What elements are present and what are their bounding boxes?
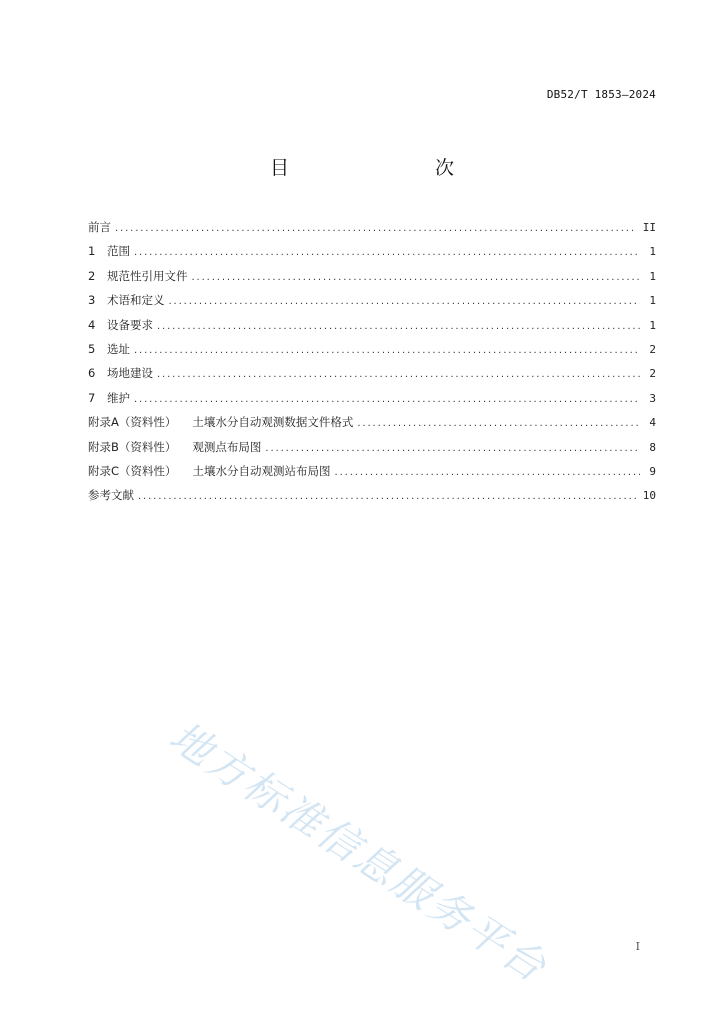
toc-entry-number: 7: [88, 390, 96, 405]
watermark: 地方标准信息服务平台: [161, 712, 557, 993]
toc-entry-label: 维护: [107, 390, 130, 405]
toc-entry-bibliography[interactable]: [88, 487, 656, 511]
toc-dot-leader: [157, 367, 640, 383]
toc-entry-label: 规范性引用文件: [107, 268, 188, 283]
toc-entry-appendix-prefix: 附录B（资料性）: [88, 439, 177, 454]
table-of-contents: [88, 219, 656, 512]
toc-entry-page: 2: [649, 342, 656, 356]
toc-entry-maintenance[interactable]: [88, 390, 656, 414]
toc-entry-page: 10: [642, 489, 656, 503]
toc-entry-appendix-prefix: 附录A（资料性）: [88, 415, 177, 430]
toc-entry-appendix-b[interactable]: [88, 439, 656, 463]
toc-dot-leader: [357, 416, 640, 432]
toc-entry-label: 设备要求: [107, 317, 153, 332]
toc-entry-page: 1: [649, 269, 656, 283]
toc-entry-page: 1: [649, 294, 656, 308]
toc-entry-page: II: [642, 221, 656, 234]
toc-entry-number: 5: [88, 341, 96, 356]
toc-entry-label: 选址: [107, 341, 130, 356]
toc-entry-label: 场地建设: [107, 366, 153, 381]
toc-dot-leader: [134, 343, 640, 359]
toc-entry-label: 土壤水分自动观测数据文件格式: [192, 415, 354, 430]
toc-entry-number: 2: [88, 268, 96, 283]
toc-entry-terms-definitions[interactable]: [88, 292, 656, 316]
toc-dot-leader: [115, 221, 637, 237]
toc-dot-leader: [157, 319, 640, 335]
toc-dot-leader: [265, 441, 640, 457]
toc-dot-leader: [192, 270, 641, 286]
page-number: I: [635, 940, 640, 953]
toc-entry-equipment-requirements[interactable]: [88, 317, 656, 341]
standard-code: DB52/T 1853—2024: [546, 88, 656, 101]
toc-entry-label: 范围: [107, 244, 130, 259]
toc-entry-number: 3: [88, 293, 96, 308]
toc-dot-leader: [138, 489, 637, 505]
toc-entry-normative-references[interactable]: [88, 268, 656, 292]
toc-entry-page: 2: [649, 367, 656, 381]
toc-entry-site-selection[interactable]: [88, 341, 656, 365]
toc-dot-leader: [169, 294, 641, 310]
toc-entry-label: 观测点布局图: [192, 439, 262, 454]
toc-entry-page: 1: [649, 245, 656, 259]
toc-entry-number: 6: [88, 366, 96, 381]
toc-entry-number: 4: [88, 317, 96, 332]
toc-entry-page: 9: [649, 464, 656, 478]
toc-entry-page: 8: [649, 440, 656, 454]
toc-entry-scope[interactable]: [88, 243, 656, 267]
page-title: 目 次: [269, 157, 490, 179]
toc-entry-appendix-prefix: 附录C（资料性）: [88, 463, 177, 478]
toc-entry-label: 土壤水分自动观测站布局图: [192, 463, 331, 478]
toc-entry-label: 前言: [88, 220, 111, 234]
toc-dot-leader: [134, 245, 640, 261]
toc-entry-foreword[interactable]: [88, 219, 656, 243]
toc-entry-label: 参考文献: [88, 488, 134, 503]
toc-entry-page: 4: [649, 416, 656, 430]
toc-entry-page: 3: [649, 391, 656, 405]
toc-dot-leader: [335, 465, 640, 481]
toc-entry-number: 1: [88, 244, 96, 259]
toc-entry-page: 1: [649, 318, 656, 332]
toc-dot-leader: [134, 392, 640, 408]
toc-entry-appendix-a[interactable]: [88, 414, 656, 438]
toc-entry-label: 术语和定义: [107, 293, 165, 308]
toc-entry-appendix-c[interactable]: [88, 463, 656, 487]
toc-entry-site-construction[interactable]: [88, 365, 656, 389]
